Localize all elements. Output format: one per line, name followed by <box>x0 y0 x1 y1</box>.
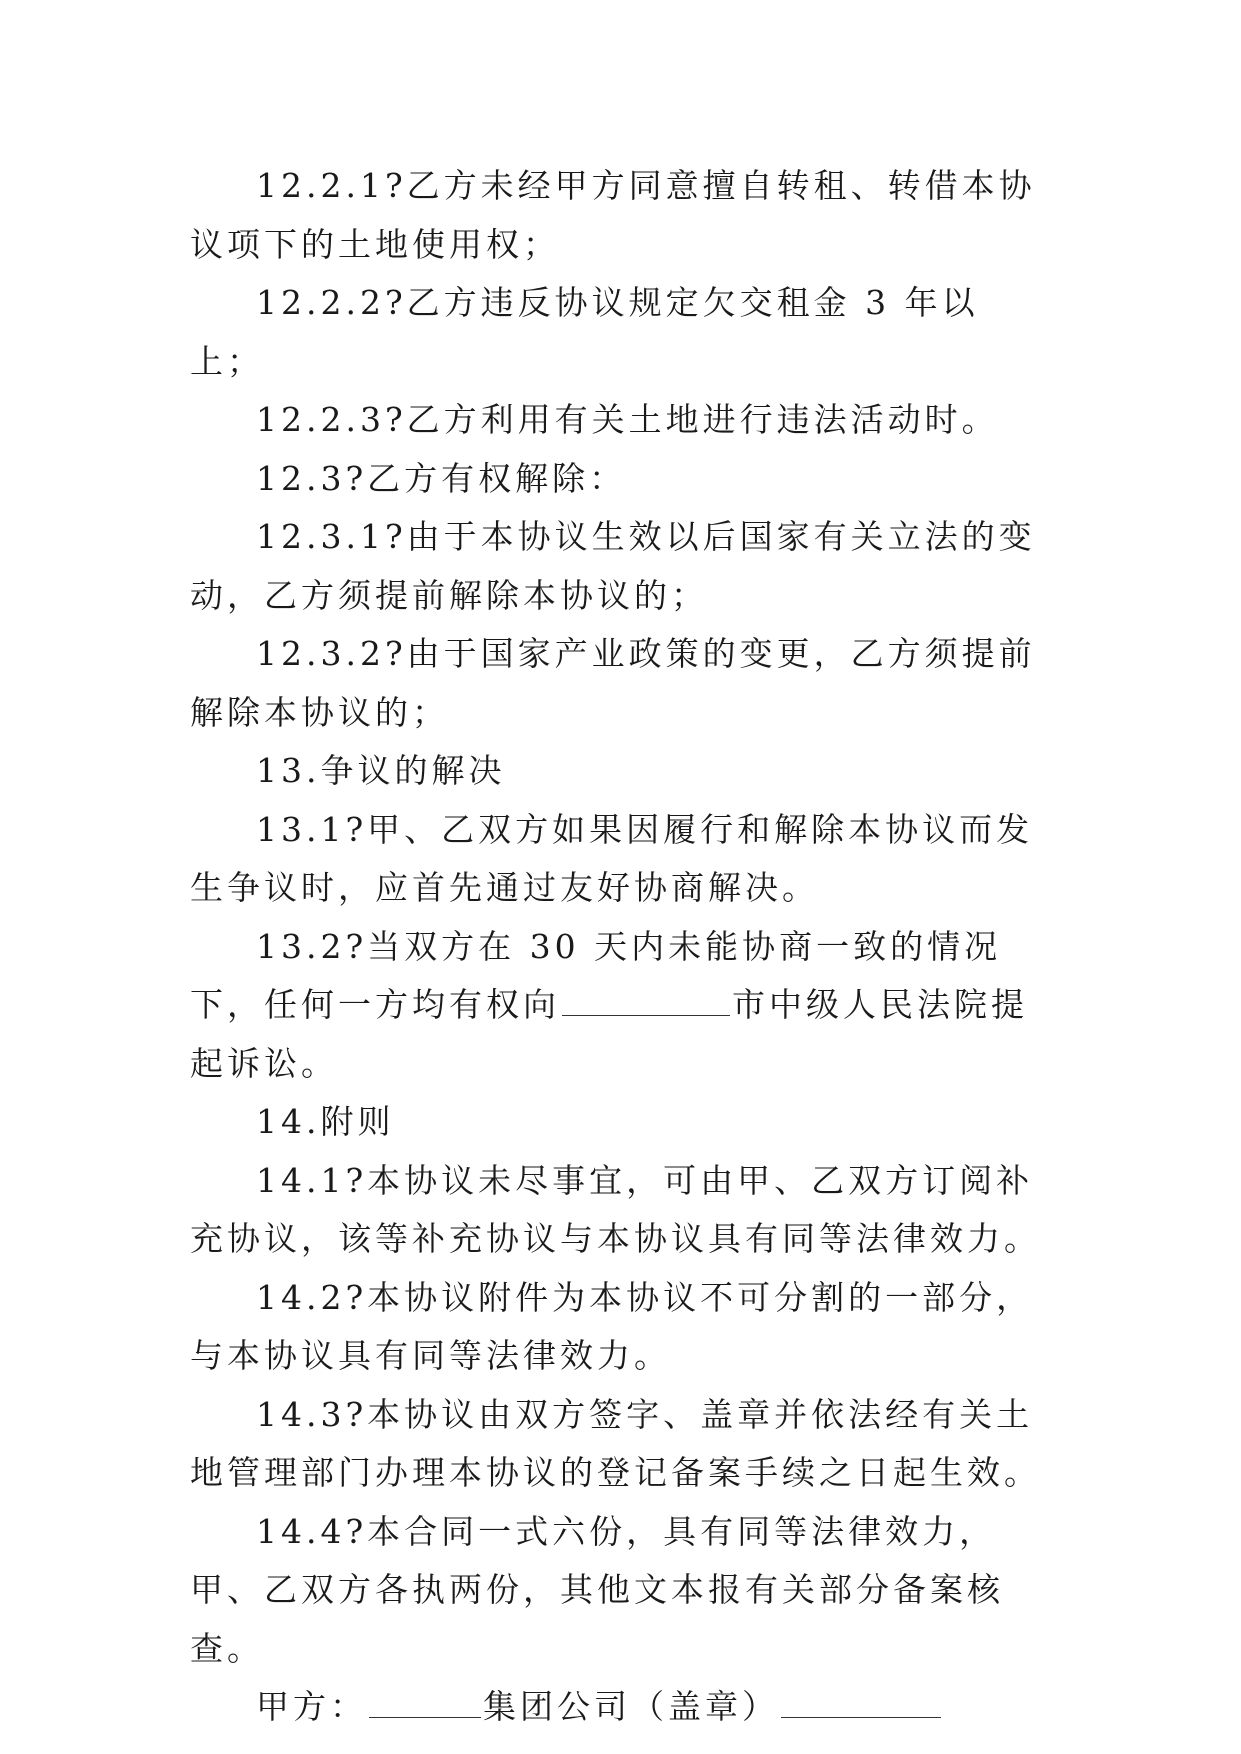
clause-12-3-1: 12.3.1?由于本协议生效以后国家有关立法的变动，乙方须提前解除本协议的； <box>190 517 1036 615</box>
party-a-name-blank <box>369 1687 481 1718</box>
signature-blank <box>781 1687 941 1718</box>
court-city-blank <box>562 985 730 1016</box>
clause-13-2-text-after: 市中级人民法院提起诉讼。 <box>190 985 1028 1083</box>
clause-12-3: 12.3?乙方有权解除： <box>256 458 627 498</box>
clause-12-3-2: 12.3.2?由于国家产业政策的变更，乙方须提前解除本协议的； <box>190 634 1036 732</box>
clause-14-2: 14.2?本协议附件为本协议不可分割的一部分，与本协议具有同等法律效力。 <box>190 1277 1034 1375</box>
clause-13-1: 13.1?甲、乙双方如果因履行和解除本协议而发生争议时，应首先通过友好协商解决。 <box>190 809 1034 907</box>
clause-13-2 <box>190 918 1050 1094</box>
company-seal-label: 集团公司（盖章） <box>483 1687 779 1726</box>
clause-13-2-text-before: 13.2?当双方在 30 天内未能协商一致的情况下，任何一方均有权向 <box>190 926 1002 1024</box>
signature-line <box>190 1678 1050 1737</box>
section-13-heading: 13.争议的解决 <box>256 751 506 790</box>
clause-14-1: 14.1?本协议未尽事宜，可由甲、乙双方订阅补充协议，该等补充协议与本协议具有同等法律效力。 <box>190 1160 1041 1258</box>
party-a-label: 甲方： <box>256 1687 367 1726</box>
document-body <box>190 157 1050 1737</box>
clause-12-2-3: 12.2.3?乙方利用有关土地进行违法活动时。 <box>256 400 999 439</box>
section-14-heading: 14.附则 <box>256 1102 395 1141</box>
clause-14-4: 14.4?本合同一式六份，具有同等法律效力，甲、乙双方各执两份，其他文本报有关部分备案核查。 <box>190 1511 1004 1668</box>
clause-14-3: 14.3?本协议由双方签字、盖章并依法经有关土地管理部门办理本协议的登记备案手续之日起生效。 <box>190 1394 1041 1492</box>
clause-12-2-2: 12.2.2?乙方违反协议规定欠交租金 3 年以上； <box>190 283 979 381</box>
clause-12-2-1: 12.2.1?乙方未经甲方同意擅自转租、转借本协议项下的土地使用权； <box>190 166 1036 264</box>
